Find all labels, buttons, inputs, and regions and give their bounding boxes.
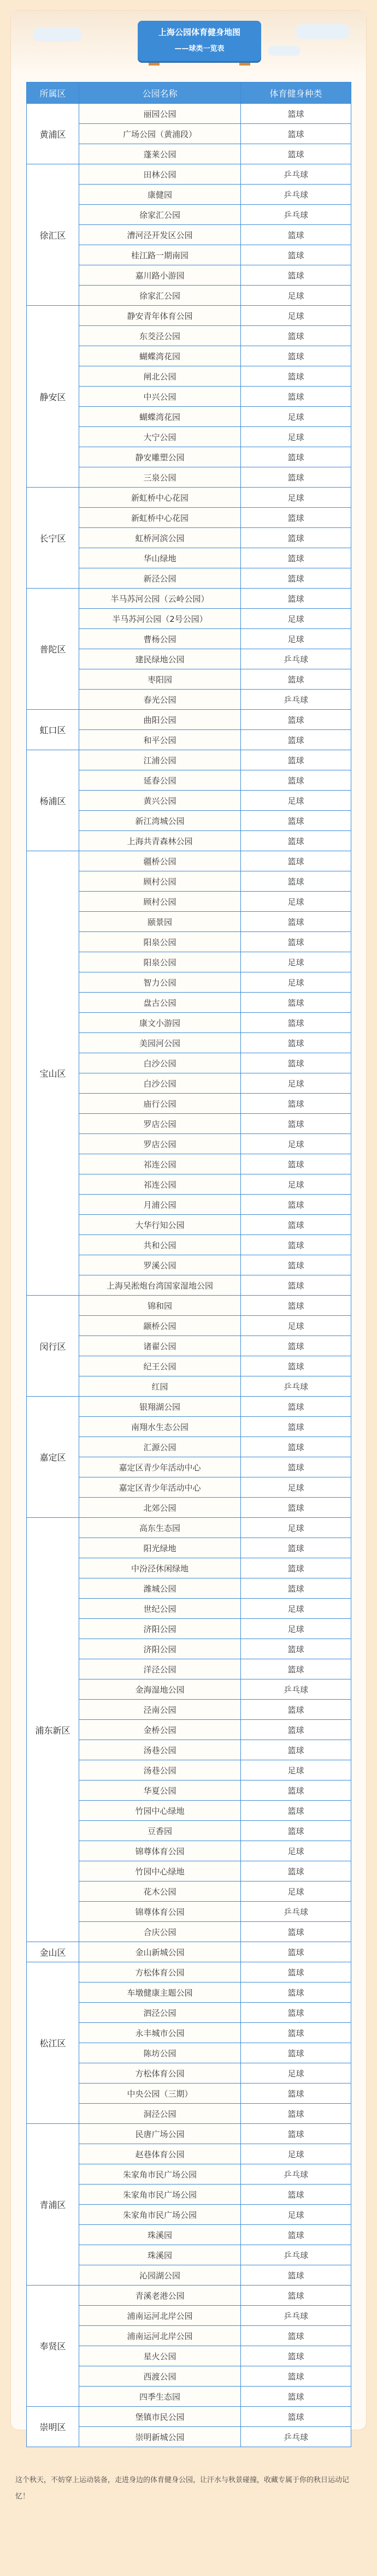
table-row — [27, 164, 351, 185]
park-name-cell: 方松体育公园 — [79, 1962, 241, 1983]
sport-type-cell: 篮球 — [241, 1801, 351, 1821]
park-name-cell: 汤巷公园 — [79, 1740, 241, 1760]
park-name-cell: 竹园中心绿地 — [79, 1801, 241, 1821]
sport-type-cell: 足球 — [241, 609, 351, 629]
sport-type-cell: 篮球 — [241, 669, 351, 690]
table-row — [27, 710, 351, 730]
park-name-cell: 浦南运河北岸公园 — [79, 2326, 241, 2346]
sport-type-cell: 篮球 — [241, 1013, 351, 1033]
park-name-cell: 白沙公园 — [79, 1073, 241, 1094]
sport-type-cell: 乒乓球 — [241, 164, 351, 185]
park-name-cell: 疆桥公园 — [79, 851, 241, 871]
district-cell: 长宁区 — [27, 488, 79, 589]
table-row — [27, 2286, 351, 2306]
sport-type-cell: 篮球 — [241, 467, 351, 488]
park-name-cell: 朱家角市民广场公园 — [79, 2185, 241, 2205]
sport-type-cell: 篮球 — [241, 710, 351, 730]
table-row — [27, 1942, 351, 1962]
park-name-cell: 新虹桥中心花园 — [79, 508, 241, 528]
sport-type-cell: 足球 — [241, 488, 351, 508]
sport-type-cell: 篮球 — [241, 1417, 351, 1437]
sport-type-cell: 篮球 — [241, 1780, 351, 1801]
park-name-cell: 济阳公园 — [79, 1619, 241, 1639]
table-row — [27, 104, 351, 124]
sport-type-cell: 篮球 — [241, 2286, 351, 2306]
sport-type-cell: 足球 — [241, 629, 351, 649]
park-name-cell: 颛桥公园 — [79, 1316, 241, 1336]
sport-type-cell: 足球 — [241, 1881, 351, 1902]
park-name-cell: 泾南公园 — [79, 1700, 241, 1720]
sport-type-cell: 足球 — [241, 1316, 351, 1336]
park-name-cell: 民唐广场公园 — [79, 2124, 241, 2144]
sport-type-cell: 乒乓球 — [241, 2306, 351, 2326]
district-cell: 杨浦区 — [27, 750, 79, 851]
sport-type-cell: 篮球 — [241, 245, 351, 265]
sport-type-cell: 篮球 — [241, 589, 351, 609]
park-name-cell: 四季生态园 — [79, 2387, 241, 2407]
sport-type-cell: 篮球 — [241, 2043, 351, 2063]
park-name-cell: 春光公园 — [79, 690, 241, 710]
sport-type-cell: 篮球 — [241, 1215, 351, 1235]
sport-type-cell: 篮球 — [241, 2346, 351, 2366]
park-name-cell: 洞泾公园 — [79, 2104, 241, 2124]
sport-type-cell: 乒乓球 — [241, 2427, 351, 2447]
sport-type-cell: 篮球 — [241, 2023, 351, 2043]
sport-type-cell: 篮球 — [241, 1457, 351, 1477]
park-name-cell: 新泾公园 — [79, 568, 241, 589]
park-name-cell: 济阳公园 — [79, 1639, 241, 1659]
sport-type-cell: 篮球 — [241, 225, 351, 245]
sport-type-cell: 足球 — [241, 1477, 351, 1498]
sport-type-cell: 篮球 — [241, 1094, 351, 1114]
sport-type-cell: 篮球 — [241, 104, 351, 124]
sport-type-cell: 篮球 — [241, 1700, 351, 1720]
page-subtitle: ——球类一览表 — [174, 45, 225, 53]
park-name-cell: 盘古公园 — [79, 993, 241, 1013]
park-name-cell: 西渡公园 — [79, 2366, 241, 2387]
district-cell: 虹口区 — [27, 710, 79, 750]
sport-type-cell: 篮球 — [241, 1437, 351, 1457]
park-name-cell: 祁连公园 — [79, 1154, 241, 1174]
sport-type-cell: 足球 — [241, 1174, 351, 1195]
park-name-cell: 丽园公园 — [79, 104, 241, 124]
sport-type-cell: 足球 — [241, 972, 351, 993]
sport-type-cell: 篮球 — [241, 871, 351, 892]
park-name-cell: 三泉公园 — [79, 467, 241, 488]
park-name-cell: 堡镇市民公园 — [79, 2407, 241, 2427]
sport-type-cell: 足球 — [241, 286, 351, 306]
park-name-cell: 半马苏河公园（2号公园） — [79, 609, 241, 629]
map-card — [11, 11, 366, 2442]
sport-type-cell: 篮球 — [241, 1922, 351, 1942]
park-name-cell: 江浦公园 — [79, 750, 241, 770]
district-cell: 静安区 — [27, 306, 79, 488]
park-name-cell: 阳泉公园 — [79, 932, 241, 952]
park-name-cell: 金山新城公园 — [79, 1942, 241, 1962]
park-name-cell: 智力公园 — [79, 972, 241, 993]
park-name-cell: 北郊公园 — [79, 1498, 241, 1518]
sport-type-cell: 乒乓球 — [241, 205, 351, 225]
park-name-cell: 车墩健康主题公园 — [79, 1983, 241, 2003]
sport-type-cell: 篮球 — [241, 265, 351, 286]
park-name-cell: 桂江路一期南园 — [79, 245, 241, 265]
park-name-cell: 上海吴淞炮台湾国家湿地公园 — [79, 1275, 241, 1296]
park-name-cell: 顾村公园 — [79, 892, 241, 912]
park-name-cell: 汇源公园 — [79, 1437, 241, 1457]
park-name-cell: 豆香园 — [79, 1821, 241, 1841]
sport-type-cell: 足球 — [241, 2144, 351, 2164]
district-cell: 普陀区 — [27, 589, 79, 710]
district-cell: 松江区 — [27, 1962, 79, 2124]
park-name-cell: 合庆公园 — [79, 1922, 241, 1942]
park-name-cell: 延春公园 — [79, 770, 241, 791]
sport-type-cell: 足球 — [241, 1841, 351, 1861]
park-name-cell: 汤巷公园 — [79, 1760, 241, 1780]
park-name-cell: 新江湾城公园 — [79, 811, 241, 831]
park-name-cell: 世纪公园 — [79, 1599, 241, 1619]
sport-type-cell: 篮球 — [241, 366, 351, 387]
sport-type-cell: 足球 — [241, 1599, 351, 1619]
park-name-cell: 月浦公园 — [79, 1195, 241, 1215]
sport-type-cell: 篮球 — [241, 346, 351, 366]
park-name-cell: 潍城公园 — [79, 1578, 241, 1599]
district-cell: 黄浦区 — [27, 104, 79, 164]
table-row — [27, 2407, 351, 2427]
sport-type-cell: 篮球 — [241, 1861, 351, 1881]
sport-type-cell: 篮球 — [241, 2084, 351, 2104]
cloud-icon — [33, 27, 82, 41]
park-name-cell: 锦尊体育公园 — [79, 1902, 241, 1922]
sport-type-cell: 篮球 — [241, 2407, 351, 2427]
park-name-cell: 东茭泾公园 — [79, 326, 241, 346]
park-name-cell: 金桥公园 — [79, 1720, 241, 1740]
sport-type-cell: 足球 — [241, 1760, 351, 1780]
park-name-cell: 珠溪园 — [79, 2225, 241, 2245]
sport-type-cell: 篮球 — [241, 1235, 351, 1255]
footer-text: 这个秋天，不妨穿上运动装备，走进身边的体育健身公园，让汗水与秋景碰撞，收藏专属于你的秋日运动记忆！ — [15, 2476, 350, 2501]
park-name-cell: 康健园 — [79, 185, 241, 205]
park-name-cell: 银翔湖公园 — [79, 1397, 241, 1417]
sport-type-cell: 足球 — [241, 1134, 351, 1154]
park-name-cell: 虹桥河滨公园 — [79, 528, 241, 548]
park-name-cell: 大华行知公园 — [79, 1215, 241, 1235]
sport-type-cell: 乒乓球 — [241, 185, 351, 205]
sport-type-cell: 乒乓球 — [241, 2164, 351, 2185]
sport-type-cell: 篮球 — [241, 1821, 351, 1841]
district-cell: 青浦区 — [27, 2124, 79, 2286]
park-name-cell: 康文小游园 — [79, 1013, 241, 1033]
park-name-cell: 广场公园（黄浦段） — [79, 124, 241, 144]
sport-type-cell: 篮球 — [241, 770, 351, 791]
sport-type-cell: 篮球 — [241, 2104, 351, 2124]
sport-type-cell: 篮球 — [241, 831, 351, 851]
cloud-icon — [295, 24, 350, 39]
park-name-cell: 方松体育公园 — [79, 2063, 241, 2084]
sport-type-cell: 篮球 — [241, 1558, 351, 1578]
sport-type-cell: 篮球 — [241, 2265, 351, 2286]
sport-type-cell: 篮球 — [241, 2185, 351, 2205]
table-row — [27, 306, 351, 326]
park-name-cell: 曲阳公园 — [79, 710, 241, 730]
table-row — [27, 1397, 351, 1417]
park-name-cell: 静安青年体育公园 — [79, 306, 241, 326]
table-row — [27, 750, 351, 770]
park-name-cell: 陈坊公园 — [79, 2043, 241, 2063]
park-name-cell: 珠溪园 — [79, 2245, 241, 2265]
park-name-cell: 顾村公园 — [79, 871, 241, 892]
park-name-cell: 朱家角市民广场公园 — [79, 2164, 241, 2185]
sport-type-cell: 乒乓球 — [241, 1376, 351, 1397]
sport-type-cell: 篮球 — [241, 1033, 351, 1053]
district-cell: 金山区 — [27, 1942, 79, 1962]
sport-type-cell: 篮球 — [241, 811, 351, 831]
sport-type-cell: 篮球 — [241, 993, 351, 1013]
park-name-cell: 青溪老港公园 — [79, 2286, 241, 2306]
park-name-cell: 赵巷体育公园 — [79, 2144, 241, 2164]
park-name-cell: 阳光绿地 — [79, 1538, 241, 1558]
sport-type-cell: 篮球 — [241, 1397, 351, 1417]
park-name-cell: 中兴公园 — [79, 387, 241, 407]
sport-type-cell: 篮球 — [241, 1296, 351, 1316]
park-name-cell: 田林公园 — [79, 164, 241, 185]
park-name-cell: 颐景园 — [79, 912, 241, 932]
park-name-cell: 曹杨公园 — [79, 629, 241, 649]
title-badge — [138, 21, 261, 61]
park-name-cell: 花木公园 — [79, 1881, 241, 1902]
park-name-cell: 华山绿地 — [79, 548, 241, 568]
district-cell: 浦东新区 — [27, 1518, 79, 1942]
sport-type-cell: 篮球 — [241, 730, 351, 750]
sport-type-cell: 篮球 — [241, 447, 351, 467]
park-name-cell: 星火公园 — [79, 2346, 241, 2366]
district-cell: 奉贤区 — [27, 2286, 79, 2407]
park-name-cell: 新虹桥中心花园 — [79, 488, 241, 508]
park-name-cell: 上海共青森林公园 — [79, 831, 241, 851]
table-body — [27, 104, 351, 2447]
sport-type-cell: 足球 — [241, 1073, 351, 1094]
sport-type-cell: 篮球 — [241, 568, 351, 589]
sport-type-cell: 篮球 — [241, 1942, 351, 1962]
sport-type-cell: 篮球 — [241, 1336, 351, 1356]
park-name-cell: 罗店公园 — [79, 1134, 241, 1154]
sport-type-cell: 足球 — [241, 306, 351, 326]
sport-type-cell: 篮球 — [241, 2124, 351, 2144]
sport-type-cell: 足球 — [241, 2063, 351, 2084]
park-name-cell: 竹园中心绿地 — [79, 1861, 241, 1881]
sport-type-cell: 篮球 — [241, 2387, 351, 2407]
district-cell: 徐汇区 — [27, 164, 79, 306]
park-name-cell: 金海湿地公园 — [79, 1679, 241, 1700]
sport-type-cell: 篮球 — [241, 1275, 351, 1296]
table-header-row — [27, 82, 351, 104]
sport-type-cell: 篮球 — [241, 750, 351, 770]
sport-type-cell: 篮球 — [241, 1154, 351, 1174]
park-name-cell: 蝴蝶湾花园 — [79, 407, 241, 427]
sport-type-cell: 篮球 — [241, 1740, 351, 1760]
column-header-sport: 体育健身种类 — [241, 82, 351, 104]
page-title: 上海公园体育健身地图 — [158, 27, 240, 37]
table-row — [27, 1962, 351, 1983]
sport-type-cell: 乒乓球 — [241, 2245, 351, 2265]
park-name-cell: 庙行公园 — [79, 1094, 241, 1114]
park-name-cell: 罗溪公园 — [79, 1255, 241, 1275]
sport-type-cell: 篮球 — [241, 1114, 351, 1134]
sport-type-cell: 篮球 — [241, 1498, 351, 1518]
sport-type-cell: 篮球 — [241, 1659, 351, 1679]
sport-type-cell: 篮球 — [241, 508, 351, 528]
table-row — [27, 589, 351, 609]
park-name-cell: 漕河泾开发区公园 — [79, 225, 241, 245]
park-name-cell: 黄兴公园 — [79, 791, 241, 811]
park-name-cell: 祁连公园 — [79, 1174, 241, 1195]
sport-type-cell: 篮球 — [241, 1962, 351, 1983]
park-name-cell: 静安雕塑公园 — [79, 447, 241, 467]
sport-type-cell: 篮球 — [241, 124, 351, 144]
sport-type-cell: 篮球 — [241, 2225, 351, 2245]
column-header-district: 所属区 — [27, 82, 79, 104]
park-name-cell: 蝴蝶湾花园 — [79, 346, 241, 366]
sport-type-cell: 篮球 — [241, 1053, 351, 1073]
park-name-cell: 闸北公园 — [79, 366, 241, 387]
sport-type-cell: 篮球 — [241, 144, 351, 164]
park-name-cell: 沁园湖公园 — [79, 2265, 241, 2286]
sport-type-cell: 篮球 — [241, 1195, 351, 1215]
sport-type-cell: 篮球 — [241, 932, 351, 952]
park-name-cell: 美园河公园 — [79, 1033, 241, 1053]
sport-type-cell: 篮球 — [241, 1538, 351, 1558]
table-row — [27, 851, 351, 871]
district-cell: 崇明区 — [27, 2407, 79, 2447]
table-row — [27, 1518, 351, 1538]
cloud-icon — [268, 46, 301, 56]
park-name-cell: 徐家汇公园 — [79, 205, 241, 225]
park-name-cell: 枣阳园 — [79, 669, 241, 690]
park-name-cell: 永丰城市公园 — [79, 2023, 241, 2043]
sport-type-cell: 乒乓球 — [241, 649, 351, 669]
park-name-cell: 泗泾公园 — [79, 2003, 241, 2023]
sport-type-cell: 篮球 — [241, 1983, 351, 2003]
park-name-cell: 共和公园 — [79, 1235, 241, 1255]
sport-type-cell: 篮球 — [241, 548, 351, 568]
sport-type-cell: 篮球 — [241, 1356, 351, 1376]
table-row — [27, 1296, 351, 1316]
sport-type-cell: 足球 — [241, 2205, 351, 2225]
park-name-cell: 锦和园 — [79, 1296, 241, 1316]
sport-type-cell: 篮球 — [241, 528, 351, 548]
sport-type-cell: 足球 — [241, 892, 351, 912]
sport-type-cell: 足球 — [241, 791, 351, 811]
sport-type-cell: 篮球 — [241, 851, 351, 871]
park-name-cell: 大宁公园 — [79, 427, 241, 447]
table-row — [27, 488, 351, 508]
park-name-cell: 高东生态园 — [79, 1518, 241, 1538]
park-name-cell: 红园 — [79, 1376, 241, 1397]
park-name-cell: 纪王公园 — [79, 1356, 241, 1376]
sport-type-cell: 篮球 — [241, 387, 351, 407]
sport-type-cell: 足球 — [241, 1518, 351, 1538]
district-cell: 宝山区 — [27, 851, 79, 1296]
sport-type-cell: 篮球 — [241, 1255, 351, 1275]
sport-type-cell: 足球 — [241, 952, 351, 972]
park-name-cell: 和平公园 — [79, 730, 241, 750]
park-name-cell: 朱家角市民广场公园 — [79, 2205, 241, 2225]
park-name-cell: 锦尊体育公园 — [79, 1841, 241, 1861]
district-cell: 闵行区 — [27, 1296, 79, 1397]
park-name-cell: 阳泉公园 — [79, 952, 241, 972]
sport-type-cell: 乒乓球 — [241, 1679, 351, 1700]
sport-type-cell: 足球 — [241, 407, 351, 427]
sport-type-cell: 乒乓球 — [241, 690, 351, 710]
sport-type-cell: 篮球 — [241, 1720, 351, 1740]
table-row — [27, 2124, 351, 2144]
sport-type-cell: 足球 — [241, 1619, 351, 1639]
sport-type-cell: 篮球 — [241, 326, 351, 346]
park-name-cell: 蓬莱公园 — [79, 144, 241, 164]
header-banner — [11, 11, 366, 75]
park-name-cell: 崇明新城公园 — [79, 2427, 241, 2447]
park-name-cell: 浦南运河北岸公园 — [79, 2306, 241, 2326]
park-name-cell: 中央公园（三期） — [79, 2084, 241, 2104]
sport-type-cell: 篮球 — [241, 1639, 351, 1659]
park-name-cell: 白沙公园 — [79, 1053, 241, 1073]
park-name-cell: 中汾泾休闲绿地 — [79, 1558, 241, 1578]
sport-type-cell: 篮球 — [241, 912, 351, 932]
park-name-cell: 徐家汇公园 — [79, 286, 241, 306]
park-name-cell: 南翔水生态公园 — [79, 1417, 241, 1437]
sport-type-cell: 篮球 — [241, 2326, 351, 2346]
park-name-cell: 罗店公园 — [79, 1114, 241, 1134]
park-name-cell: 嘉定区青少年活动中心 — [79, 1477, 241, 1498]
sport-type-cell: 足球 — [241, 427, 351, 447]
park-name-cell: 建民绿地公园 — [79, 649, 241, 669]
park-name-cell: 华夏公园 — [79, 1780, 241, 1801]
sport-type-cell: 篮球 — [241, 2003, 351, 2023]
park-name-cell: 嘉定区青少年活动中心 — [79, 1457, 241, 1477]
park-name-cell: 嘉川路小游园 — [79, 265, 241, 286]
park-name-cell: 诸翟公园 — [79, 1336, 241, 1356]
sport-type-cell: 篮球 — [241, 1578, 351, 1599]
park-name-cell: 半马苏河公园（云岭公园） — [79, 589, 241, 609]
column-header-park: 公园名称 — [79, 82, 241, 104]
park-name-cell: 洋泾公园 — [79, 1659, 241, 1679]
park-table — [26, 82, 351, 2447]
district-cell: 嘉定区 — [27, 1397, 79, 1518]
sport-type-cell: 篮球 — [241, 2366, 351, 2387]
sport-type-cell: 乒乓球 — [241, 1902, 351, 1922]
